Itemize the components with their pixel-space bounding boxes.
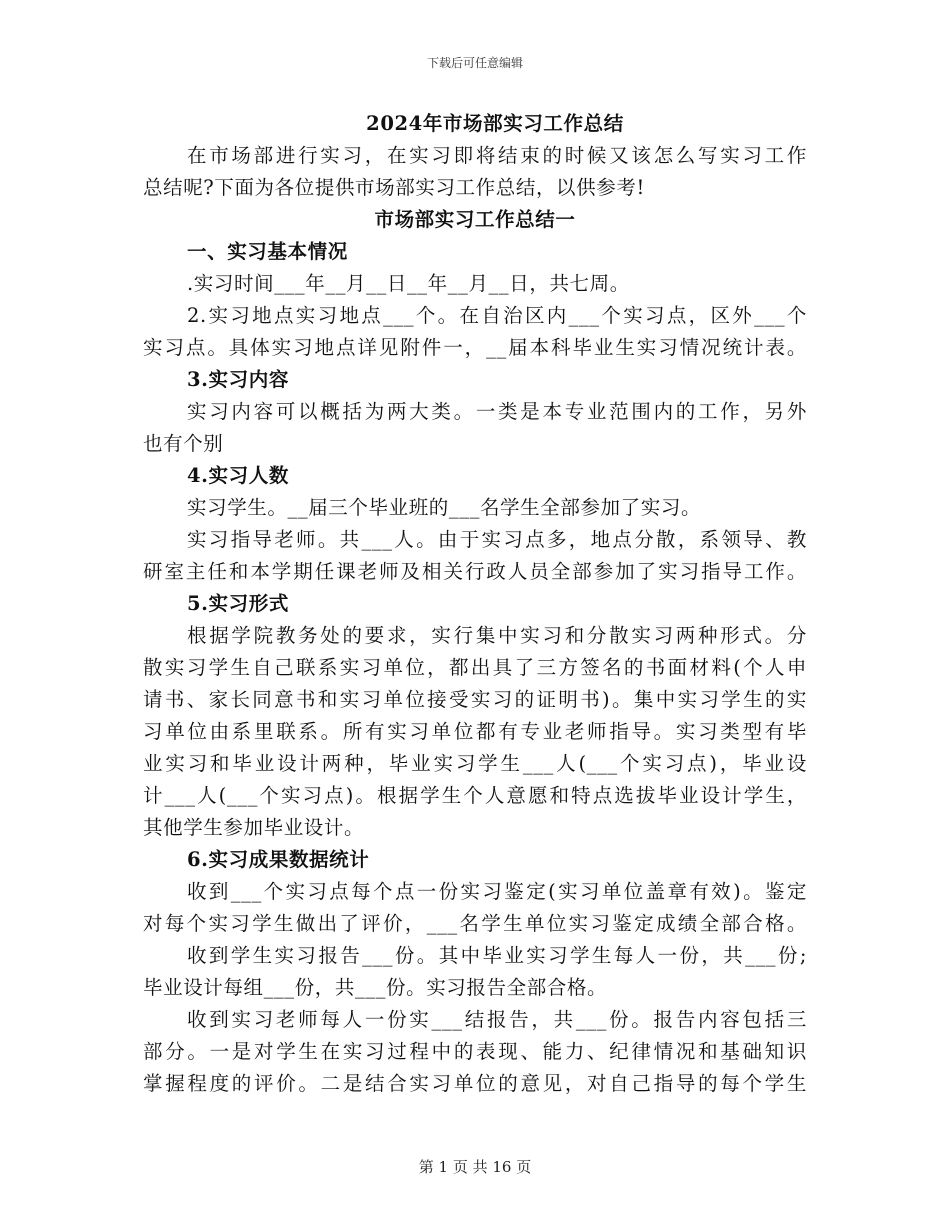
paragraph-format-line-5: 业实习和毕业设计两种，毕业实习学生___人(___个实习点)，毕业设: [143, 752, 807, 775]
paragraph-appraisal-line-1: 收到___个实习点每个点一份实习鉴定(实习单位盖章有效)。鉴定: [187, 880, 807, 903]
paragraph-teachers-line-2: 研室主任和本学期任课老师及相关行政人员全部参加了实习指导工作。: [143, 560, 807, 583]
intro-line-2: 总结呢?下面为各位提供市场部实习工作总结，以供参考!: [143, 176, 645, 199]
paragraph-students: 实习学生。__届三个毕业班的___名学生全部参加了实习。: [187, 496, 702, 519]
paragraph-teacher-reports-line-2: 部分。一是对学生在实习过程中的表现、能力、纪律情况和基础知识: [143, 1040, 807, 1063]
section-title: 市场部实习工作总结一: [374, 208, 576, 231]
paragraph-reports-line-2: 毕业设计每组___份，共___份。实习报告全部合格。: [143, 976, 608, 999]
paragraph-internship-time: .实习时间___年__月__日__年__月__日，共七周。: [187, 272, 630, 295]
paragraph-content-line-2: 也有个别: [143, 432, 224, 455]
document-body: [143, 108, 807, 1100]
paragraph-location-line-2: 实习点。具体实习地点详见附件一，__届本科毕业生实习情况统计表。: [143, 336, 807, 359]
paragraph-format-line-6: 计___人(___个实习点)。根据学生个人意愿和特点选拔毕业设计学生，: [143, 784, 807, 807]
paragraph-format-line-3: 请书、家长同意书和实习单位接受实习的证明书)。集中实习学生的实: [143, 688, 807, 711]
paragraph-format-line-1: 根据学院教务处的要求，实行集中实习和分散实习两种形式。分: [187, 624, 807, 647]
paragraph-teachers-line-1: 实习指导老师。共___人。由于实习点多，地点分散，系领导、教: [187, 528, 807, 551]
heading-format: 5.实习形式: [187, 592, 289, 615]
paragraph-reports-line-1: 收到学生实习报告___份。其中毕业实习学生每人一份，共___份;: [187, 944, 807, 967]
paragraph-format-line-2: 散实习学生自己联系实习单位，都出具了三方签名的书面材料(个人申: [143, 656, 807, 679]
paragraph-format-line-4: 习单位由系里联系。所有实习单位都有专业老师指导。实习类型有毕: [143, 720, 807, 743]
paragraph-appraisal-line-2: 对每个实习学生做出了评价，___名学生单位实习鉴定成绩全部合格。: [143, 912, 807, 935]
heading-basic-info: 一、实习基本情况: [187, 240, 348, 263]
header-note: 下载后可任意编辑: [426, 56, 523, 70]
heading-content: 3.实习内容: [187, 368, 289, 391]
paragraph-teacher-reports-line-1: 收到实习老师每人一份实___结报告，共___份。报告内容包括三: [187, 1008, 807, 1031]
paragraph-teacher-reports-line-3: 掌握程度的评价。二是结合实习单位的意见，对自己指导的每个学生: [143, 1072, 807, 1095]
paragraph-format-line-7: 其他学生参加毕业设计。: [143, 816, 365, 839]
page-footer: 第 1 页 共 16 页: [418, 1158, 532, 1176]
paragraph-location-line-1: 2.实习地点实习地点___个。在自治区内___个实习点，区外___个: [187, 304, 807, 327]
document-title: 2024年市场部实习工作总结: [366, 112, 624, 135]
paragraph-content-line-1: 实习内容可以概括为两大类。一类是本专业范围内的工作，另外: [187, 400, 807, 423]
heading-headcount: 4.实习人数: [187, 464, 289, 487]
intro-line-1: 在市场部进行实习，在实习即将结束的时候又该怎么写实习工作: [187, 144, 807, 167]
heading-statistics: 6.实习成果数据统计: [187, 848, 370, 871]
